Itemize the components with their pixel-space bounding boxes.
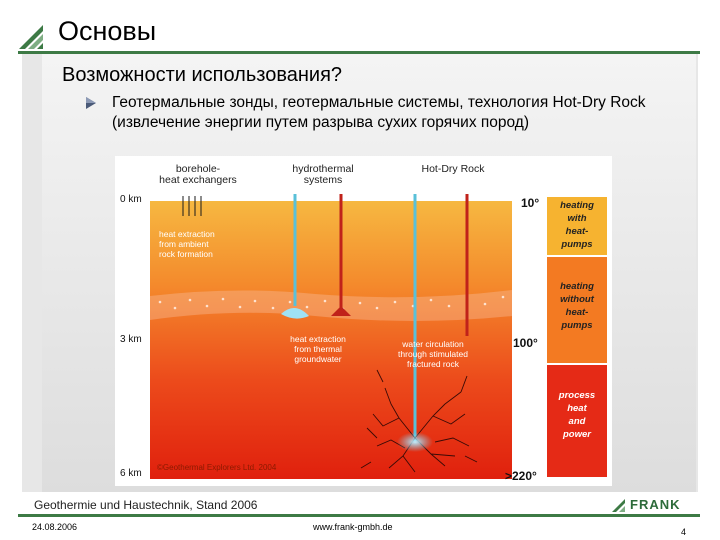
footer-url[interactable]: www.frank-gmbh.de: [313, 522, 393, 532]
label-hot-dry-rock: Hot-Dry Rock: [421, 163, 485, 175]
depth-label-6: 6 km: [120, 468, 142, 479]
brand-logo-icon: [18, 24, 44, 50]
footer-date: 24.08.2006: [32, 522, 78, 532]
geothermal-figure: [115, 156, 612, 486]
hdr-heat-zone: [397, 432, 433, 452]
source-note: Geothermie und Haustechnik, Stand 2006: [34, 498, 258, 512]
page-number: 4: [681, 527, 687, 537]
depth-label-3: 3 km: [120, 334, 142, 345]
annotation-ambient: heat extraction from ambient rock formation: [159, 229, 215, 259]
depth-label-0: 0 km: [120, 194, 142, 205]
slide-subtitle: Возможности использования?: [62, 64, 343, 86]
label-hydrothermal: hydrothermal systems: [292, 163, 354, 186]
temp-label-10: 10°: [521, 196, 540, 210]
footer-divider: [18, 514, 700, 517]
annotation-circulation: water circulation through stimulated fractured rock: [398, 339, 468, 369]
use-label-no-heatpump: heating without heat- pumps: [560, 281, 594, 331]
figure-copyright: ©Geothermal Explorers Ltd. 2004: [157, 463, 277, 472]
bullet-arrow-icon: [84, 96, 98, 110]
label-borehole: borehole- heat exchangers: [159, 163, 237, 186]
frank-logo-text: FRANK: [630, 497, 681, 512]
use-label-process-heat: process heat and power: [558, 390, 596, 440]
temp-label-100: 100°: [513, 336, 538, 350]
use-label-heatpump: heating with heat- pumps: [560, 200, 594, 250]
bullet-text: Геотермальные зонды, геотермальные системы, технология Hot-Dry Rock (извлечение энергии путем разрыва сухих горячих пород): [112, 94, 646, 131]
temp-label-220: >220°: [505, 469, 537, 483]
annotation-thermal: heat extraction from thermal groundwater: [290, 334, 346, 364]
slide-title: Основы: [58, 16, 157, 46]
